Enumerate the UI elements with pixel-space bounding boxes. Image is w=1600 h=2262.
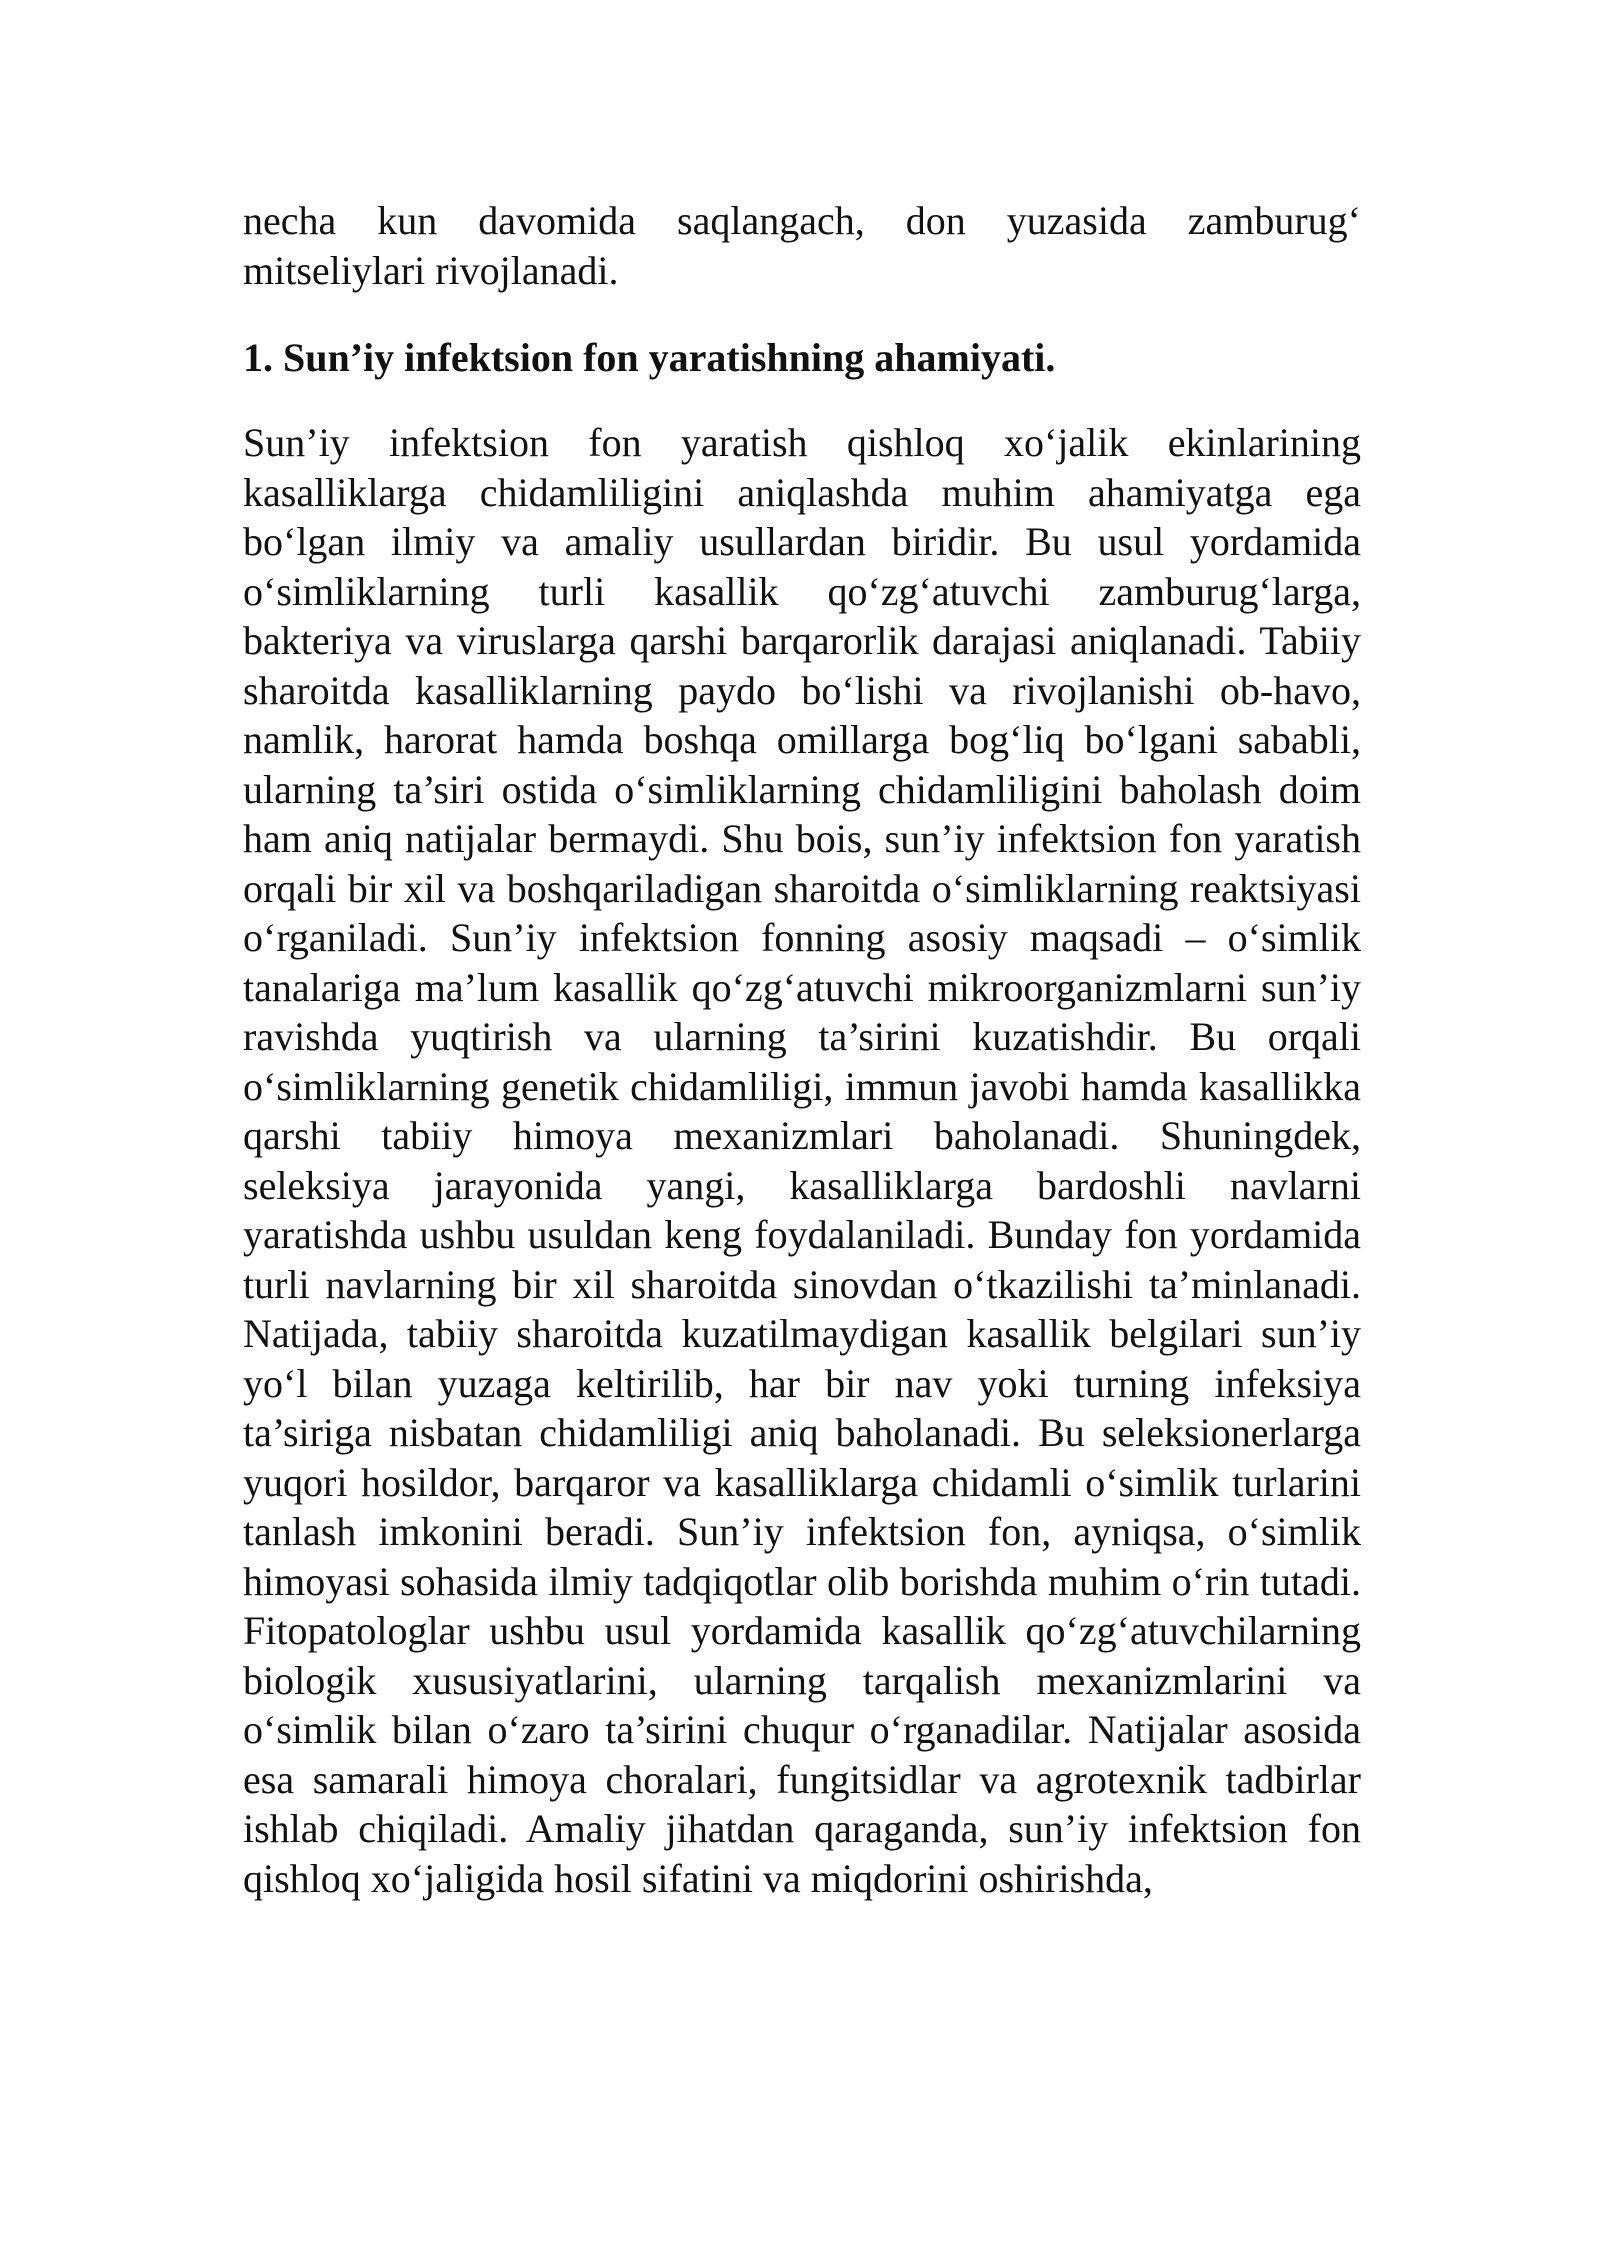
section-heading: 1. Sun’iy infektsion fon yaratishning ahamiyati. xyxy=(243,335,1056,380)
main-paragraph: Sun’iy infektsion fon yaratish qishloq xo‘jalik ekinlarining kasalliklarga chidamliligini aniqlashda muhim ahamiyatga ega bo‘lgan ilmiy va amaliy usullardan biridir. Bu usul yordamida o‘simliklarning turli kasallik qo‘zg‘atuvchi zamburug‘larga, bakteriya va viruslarga qarshi barqarorlik darajasi aniqlanadi. Tabiiy sharoitda kasalliklarning paydo bo‘lishi va rivojlanishi ob-havo, namlik, harorat hamda boshqa omillarga bog‘liq bo‘lgani sababli, ularning ta’siri ostida o‘simliklarning chidamliligini baholash doim ham aniq natijalar bermaydi. Shu bois, sun’iy infektsion fon yaratish orqali bir xil va boshqariladigan sharoitda o‘simliklarning reaktsiyasi o‘rganiladi. Sun’iy infektsion fonning asosiy maqsadi – o‘simlik tanalariga ma’lum kasallik qo‘zg‘atuvchi mikroorganizmlarni sun’iy ravishda yuqtirish va ularning ta’sirini kuzatishdir. Bu orqali o‘simliklarning genetik chidamliligi, immun javobi hamda kasallikka qarshi tabiiy himoya mexanizmlari baholanadi. Shuningdek, seleksiya jarayonida yangi, kasalliklarga bardoshli navlarni yaratishda ushbu usuldan keng foydalaniladi. Bunday fon yordamida turli navlarning bir xil sharoitda sinovdan o‘tkazilishi ta’minlanadi. Natijada, tabiiy sharoitda kuzatilmaydigan kasallik belgilari sun’iy yo‘l bilan yuzaga keltirilib, har bir nav yoki turning infeksiya ta’siriga nisbatan chidamliligi aniq baholanadi. Bu seleksionerlarga yuqori hosildor, barqaror va kasalliklarga chidamli o‘simlik turlarini tanlash imkonini beradi. Sun’iy infektsion fon, ayniqsa, o‘simlik himoyasi sohasida ilmiy tadqiqotlar olib borishda muhim o‘rin tutadi. Fitopatologlar ushbu usul yordamida kasallik qo‘zg‘atuvchilarning biologik xususiyatlarini, ularning tarqalish mexanizmlarini va o‘simlik bilan o‘zaro ta’sirini chuqur o‘rganadilar. Natijalar asosida esa samarali himoya choralari, fungitsidlar va agrotexnik tadbirlar ishlab chiqiladi. Amaliy jihatdan qaraganda, sun’iy infektsion fon qishloq xo‘jaligida hosil sifatini va miqdorini oshirishda, xyxy=(243,420,1361,1901)
continued-paragraph: necha kun davomida saqlangach, don yuzasida zamburug‘ mitseliylari rivojlanadi. xyxy=(243,198,1361,293)
